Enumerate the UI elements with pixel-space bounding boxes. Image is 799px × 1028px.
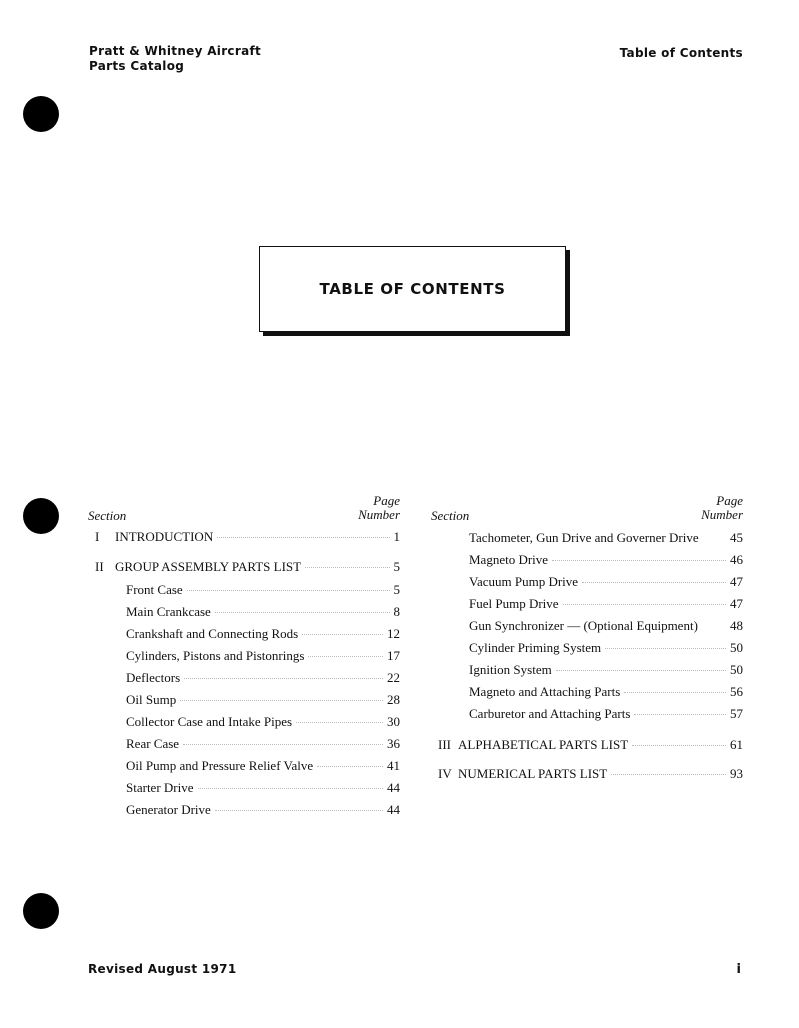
entry-page-number: 8: [393, 604, 400, 619]
toc-entry: [431, 552, 743, 568]
column-header: [88, 494, 400, 524]
entry-label: Main Crankcase: [126, 604, 211, 619]
dot-leader: [302, 634, 383, 635]
catalog-name: Parts Catalog: [89, 59, 185, 73]
toc-entry: [431, 618, 743, 634]
page-number-heading: Page Number: [701, 493, 743, 522]
entry-page-number: 61: [730, 737, 743, 752]
binder-hole-top: [23, 96, 59, 132]
entry-label: Magneto and Attaching Parts: [469, 684, 621, 699]
section-numeral: IV: [438, 766, 452, 781]
revision-date: Revised August 1971: [88, 962, 237, 976]
entry-page-number: 41: [387, 758, 400, 773]
dot-leader: [184, 678, 383, 679]
entry-label: Deflectors: [126, 670, 181, 685]
entry-label: NUMERICAL PARTS LIST: [458, 766, 608, 781]
entry-label: Carburetor and Attaching Parts: [469, 706, 631, 721]
dot-leader: [605, 648, 726, 649]
dot-leader: [634, 714, 726, 715]
entry-label: Front Case: [126, 582, 183, 597]
page-title: TABLE OF CONTENTS: [319, 280, 506, 298]
toc-entry: [431, 530, 743, 546]
entry-page-number: 44: [387, 780, 400, 795]
toc-entry: [431, 574, 743, 590]
binder-hole-middle: [23, 498, 59, 534]
binder-hole-bottom: [23, 893, 59, 929]
dot-leader: [180, 700, 383, 701]
entry-page-number: 57: [730, 706, 743, 721]
entry-page-number: 56: [730, 684, 743, 699]
section-numeral: I: [95, 529, 100, 544]
toc-entry: [88, 758, 400, 774]
toc-entry: [431, 706, 743, 722]
entry-label: Rear Case: [126, 736, 180, 751]
entry-page-number: 1: [393, 529, 400, 544]
entry-page-number: 30: [387, 714, 400, 729]
toc-entry: [88, 648, 400, 664]
page-number-heading: Page Number: [358, 493, 400, 522]
toc-entry: [431, 684, 743, 700]
title-box: [259, 246, 566, 332]
dot-leader: [198, 788, 383, 789]
toc-entry: [431, 737, 743, 753]
toc-entry: [88, 670, 400, 686]
entry-label: Ignition System: [469, 662, 552, 677]
header-company: [89, 44, 261, 74]
toc-right-column: [431, 494, 743, 794]
dot-leader: [187, 590, 390, 591]
dot-leader: [632, 745, 726, 746]
dot-leader: [183, 744, 383, 745]
entry-page-number: 12: [387, 626, 400, 641]
entry-label: ALPHABETICAL PARTS LIST: [458, 737, 629, 752]
dot-leader: [563, 604, 726, 605]
dot-leader: [552, 560, 726, 561]
section-heading: Section: [431, 508, 470, 523]
entry-label: Generator Drive: [126, 802, 211, 817]
dot-leader: [217, 537, 389, 538]
entry-page-number: 93: [730, 766, 743, 781]
entry-label: Starter Drive: [126, 780, 194, 795]
entry-page-number: 22: [387, 670, 400, 685]
entry-label: Cylinder Priming System: [469, 640, 602, 655]
entry-label: Collector Case and Intake Pipes: [126, 714, 293, 729]
entry-label: Oil Sump: [126, 692, 177, 707]
toc-entry: [431, 596, 743, 612]
column-header: [431, 494, 743, 524]
entry-label: Tachometer, Gun Drive and Governer Drive: [469, 530, 699, 545]
toc-entry: [88, 604, 400, 620]
entry-label: Cylinders, Pistons and Pistonrings: [126, 648, 305, 663]
toc-entry: [88, 802, 400, 818]
dot-leader: [624, 692, 726, 693]
entry-page-number: 47: [730, 596, 743, 611]
entry-page-number: 44: [387, 802, 400, 817]
toc-entry: [88, 736, 400, 752]
dot-leader: [582, 582, 726, 583]
entry-label: Vacuum Pump Drive: [469, 574, 579, 589]
entry-page-number: 48: [730, 618, 743, 633]
section-numeral: III: [438, 737, 451, 752]
entry-label: Oil Pump and Pressure Relief Valve: [126, 758, 314, 773]
toc-entry: [88, 714, 400, 730]
dot-leader: [215, 810, 383, 811]
entry-label: INTRODUCTION: [115, 529, 214, 544]
company-name: Pratt & Whitney Aircraft: [89, 44, 262, 58]
entry-page-number: 50: [730, 662, 743, 677]
entry-page-number: 46: [730, 552, 743, 567]
dot-leader: [296, 722, 383, 723]
section-heading: Section: [88, 508, 127, 523]
entry-page-number: 17: [387, 648, 400, 663]
dot-leader: [611, 774, 726, 775]
toc-entry: [88, 529, 400, 545]
entry-page-number: 36: [387, 736, 400, 751]
toc-entry: [88, 780, 400, 796]
entry-page-number: 45: [730, 530, 743, 545]
entry-page-number: 28: [387, 692, 400, 707]
entry-label: GROUP ASSEMBLY PARTS LIST: [115, 559, 302, 574]
entry-page-number: 5: [393, 582, 400, 597]
page-number: i: [736, 962, 741, 977]
toc-entry: [88, 692, 400, 708]
dot-leader: [556, 670, 726, 671]
toc-entry: [88, 582, 400, 598]
entry-label: Magneto Drive: [469, 552, 549, 567]
dot-leader: [215, 612, 390, 613]
section-numeral: II: [95, 559, 104, 574]
toc-entry: [88, 559, 400, 575]
dot-leader: [305, 567, 389, 568]
entry-label: Crankshaft and Connecting Rods: [126, 626, 299, 641]
dot-leader: [317, 766, 383, 767]
toc-entry: [431, 640, 743, 656]
toc-entry: [431, 766, 743, 782]
header-right-title: Table of Contents: [619, 46, 743, 60]
entry-label: Gun Synchronizer — (Optional Equipment): [469, 618, 698, 633]
dot-leader: [308, 656, 383, 657]
toc-left-column: [88, 494, 400, 834]
entry-page-number: 47: [730, 574, 743, 589]
entry-page-number: 50: [730, 640, 743, 655]
toc-entry: [431, 662, 743, 678]
entry-label: Fuel Pump Drive: [469, 596, 559, 611]
toc-entry: [88, 626, 400, 642]
entry-page-number: 5: [393, 559, 400, 574]
